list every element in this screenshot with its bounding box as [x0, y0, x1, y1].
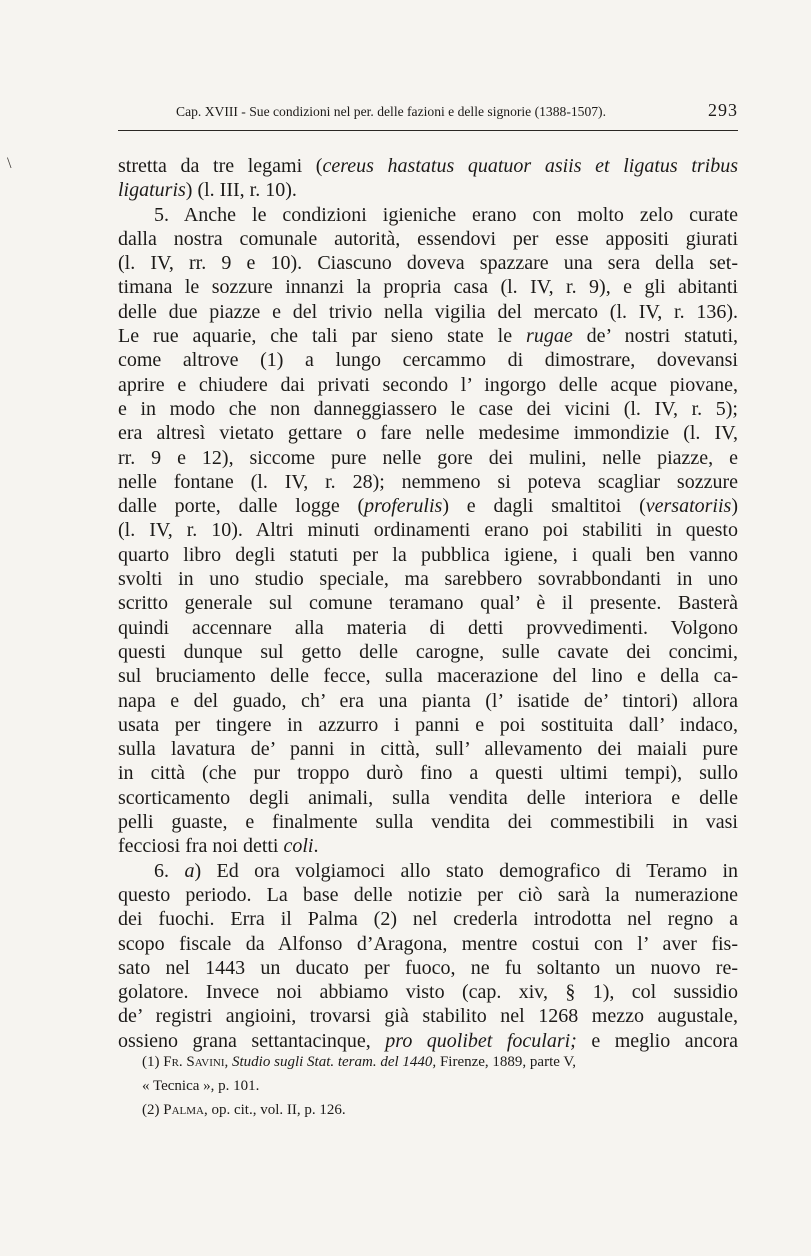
- text-line: dalle porte, dalle logge (proferulis) e dagli smaltitoi (versatoriis): [118, 495, 738, 518]
- text-line: scopo fiscale da Alfonso d’Aragona, mentre costui con l’ aver fis-: [118, 932, 738, 955]
- text-line: Le rue aquarie, che tali par sieno state le rugae de’ nostri statuti,: [118, 325, 738, 348]
- text-line: scritto generale sul comune teramano qual’ è il presente. Basterà: [118, 592, 738, 615]
- text-line: rr. 9 e 12), siccome pure nelle gore dei mulini, nelle piazze, e: [118, 446, 738, 469]
- body-text: [118, 154, 738, 1053]
- text-line: questi dunque sul getto delle carogne, sulle cavate dei concimi,: [118, 640, 738, 663]
- text-line: sulla lavatura de’ panni in città, sull’ allevamento dei maiali pure: [118, 738, 738, 761]
- running-title: Cap. XVIII - Sue condizioni nel per. delle fazioni e delle signorie (1388-1507).: [176, 104, 606, 119]
- text-line: timana le sozzure innanzi la propria casa (l. IV, r. 9), e gli abitanti: [118, 276, 738, 299]
- text-line: ossieno grana settantacinque, pro quolibet foculari; e meglio ancora: [118, 1029, 739, 1052]
- text-line: questo periodo. La base delle notizie per ciò sarà la numerazione: [118, 883, 738, 906]
- footnote-1: (1) Fr. Savini, Studio sugli Stat. teram. del 1440, Firenze, 1889, parte V,: [142, 1054, 577, 1070]
- page-number: 293: [708, 100, 738, 120]
- text-line: (l. IV, rr. 9 e 10). Ciascuno doveva spazzare una sera della set-: [118, 252, 738, 275]
- text-line: delle due piazze e del trivio nella vigilia del mercato (l. IV, r. 136).: [118, 300, 738, 323]
- text-line: in città (che pur troppo durò fino a questi ultimi tempi), sullo: [118, 762, 738, 785]
- text-line: e in modo che non danneggiassero le case dei vicini (l. IV, r. 5);: [118, 397, 738, 420]
- text-line: quindi accennare alla materia di detti provvedimenti. Volgono: [118, 616, 738, 639]
- text-line: napa e del guado, ch’ era una pianta (l’ isatide de’ tintori) allora: [118, 689, 738, 712]
- header-rule: [118, 130, 738, 131]
- text-line: come altrove (1) a lungo cercammo di dimostrare, dovevansi: [118, 349, 738, 372]
- text-line: era altresì vietato gettare o fare nelle medesime immondizie (l. IV,: [118, 422, 738, 445]
- paragraph-start: 5. Anche le condizioni igieniche erano con molto zelo curate: [154, 203, 738, 226]
- text-line: pelli guaste, e finalmente sulla vendita dei commestibili in vasi: [118, 811, 738, 834]
- text-line: aprire e chiudere dai privati secondo l’ ingorgo delle acque piovane,: [118, 373, 738, 396]
- text-line: quarto libro degli statuti per la pubblica igiene, i quali ben vanno: [118, 543, 738, 566]
- text-line: sato nel 1443 un ducato per fuoco, ne fu soltanto un nuovo re-: [118, 956, 738, 979]
- footnote-1-continuation: « Tecnica », p. 101.: [142, 1078, 260, 1094]
- margin-mark: \: [7, 155, 12, 172]
- text-line: usata per tingere in azzurro i panni e poi sostituita dall’ indaco,: [118, 713, 738, 736]
- text-line: dalla nostra comunale autorità, essendovi per esse appositi giurati: [118, 227, 738, 250]
- footnote-2: (2) Palma, op. cit., vol. II, p. 126.: [142, 1102, 346, 1118]
- text-line: (l. IV, r. 10). Altri minuti ordinamenti erano poi stabiliti in questo: [118, 519, 738, 542]
- text-line: fecciosi fra noi detti coli.: [118, 835, 319, 858]
- text-line: scorticamento degli animali, sulla vendita delle interiora e delle: [118, 786, 738, 809]
- text-line: golatore. Invece noi abbiamo visto (cap. xiv, § 1), col sussidio: [118, 981, 738, 1004]
- text-line: svolti in uno studio speciale, ma sarebbero sovrabbondanti in uno: [118, 568, 738, 591]
- text-line: stretta da tre legami (cereus hastatus quatuor asiis et ligatus tribus: [118, 155, 738, 177]
- text-line: sul bruciamento delle fecce, sulla macerazione del lino e della ca-: [118, 665, 738, 688]
- text-line: ligaturis) (l. III, r. 10).: [118, 179, 297, 202]
- footnotes: [118, 1050, 738, 1122]
- paragraph-start: 6. a) Ed ora volgiamoci allo stato demografico di Teramo in: [154, 859, 739, 882]
- text-line: nelle fontane (l. IV, r. 28); nemmeno si poteva scagliar sozzure: [118, 470, 738, 493]
- text-line: de’ registri angioini, trovarsi già stabilito nel 1268 mezzo augustale,: [118, 1005, 738, 1028]
- text-line: dei fuochi. Erra il Palma (2) nel crederla introdotta nel regno a: [118, 908, 738, 931]
